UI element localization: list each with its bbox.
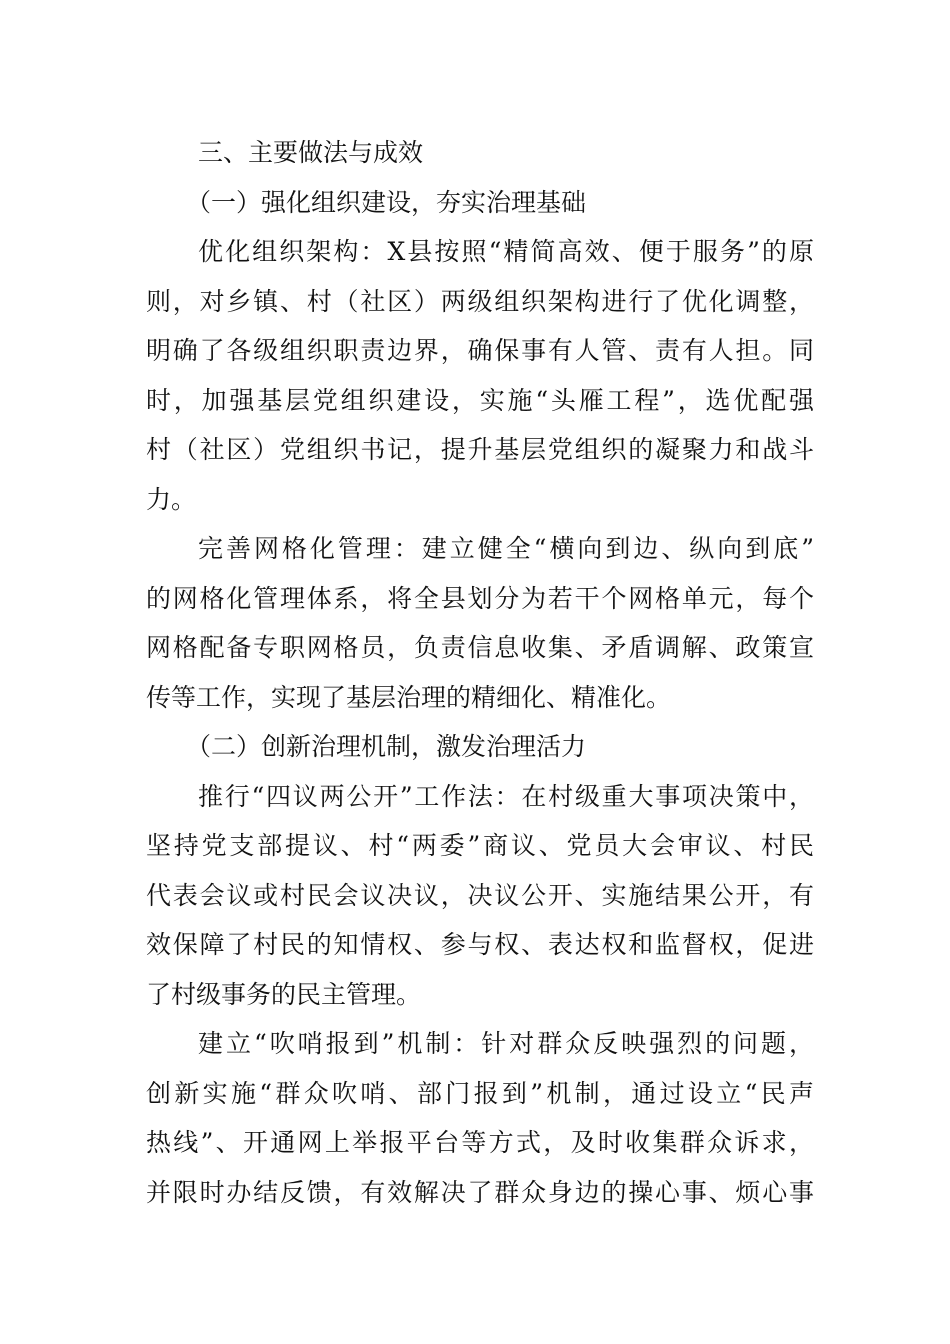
paragraph-four-discussions: [146, 772, 814, 1020]
paragraph-line: 完善网格化管理：建立健全“横向到边、纵向到底”: [198, 534, 814, 563]
paragraph-line: 热线”、开通网上举报平台等方式，及时收集群众诉求，: [146, 1128, 814, 1157]
paragraph-line: 的网格化管理体系，将全县划分为若干个网格单元，每个: [146, 583, 814, 613]
paragraph-line: 网格配备专职网格员，负责信息收集、矛盾调解、政策宣: [146, 633, 814, 662]
paragraph-line: 坚持党支部提议、村“两委”商议、党员大会审议、村民: [146, 831, 814, 860]
paragraph-line: 明确了各级组织职责边界，确保事有人管、责有人担。同: [146, 336, 814, 365]
paragraph-line: 力。: [146, 484, 197, 514]
subheading-1: （一）强化组织建设，夯实治理基础: [186, 187, 587, 217]
paragraph-line: 效保障了村民的知情权、参与权、表达权和监督权，促进: [146, 930, 814, 959]
paragraph-line: 传等工作，实现了基层治理的精细化、精准化。: [146, 682, 672, 712]
paragraph-grid-management: [146, 524, 814, 722]
paragraph-line: 则，对乡镇、村（社区）两级组织架构进行了优化调整，: [146, 286, 814, 316]
paragraph-line: 创新实施“群众吹哨、部门报到”机制，通过设立“民声: [146, 1078, 814, 1108]
paragraph-line: 推行“四议两公开”工作法：在村级重大事项决策中，: [198, 781, 814, 811]
subheading-2: （二）创新治理机制，激发治理活力: [186, 732, 587, 761]
section-heading: 三、主要做法与成效: [198, 138, 424, 167]
paragraph-line: 建立“吹哨报到”机制：针对群众反映强烈的问题，: [198, 1029, 814, 1058]
paragraph-whistle-report: [146, 1019, 814, 1217]
paragraph-line: 村（社区）党组织书记，提升基层党组织的凝聚力和战斗: [146, 435, 814, 464]
document-body: [146, 128, 814, 1217]
paragraph-organization-structure: [146, 227, 814, 524]
paragraph-line: 时，加强基层党组织建设，实施“头雁工程”，选优配强: [146, 385, 814, 415]
paragraph-line: 并限时办结反馈，有效解决了群众身边的操心事、烦心事: [146, 1177, 814, 1207]
paragraph-line: 优化组织架构：X县按照“精简高效、便于服务”的原: [198, 237, 814, 266]
paragraph-line: 了村级事务的民主管理。: [146, 979, 422, 1009]
paragraph-line: 代表会议或村民会议决议，决议公开、实施结果公开，有: [146, 880, 814, 910]
